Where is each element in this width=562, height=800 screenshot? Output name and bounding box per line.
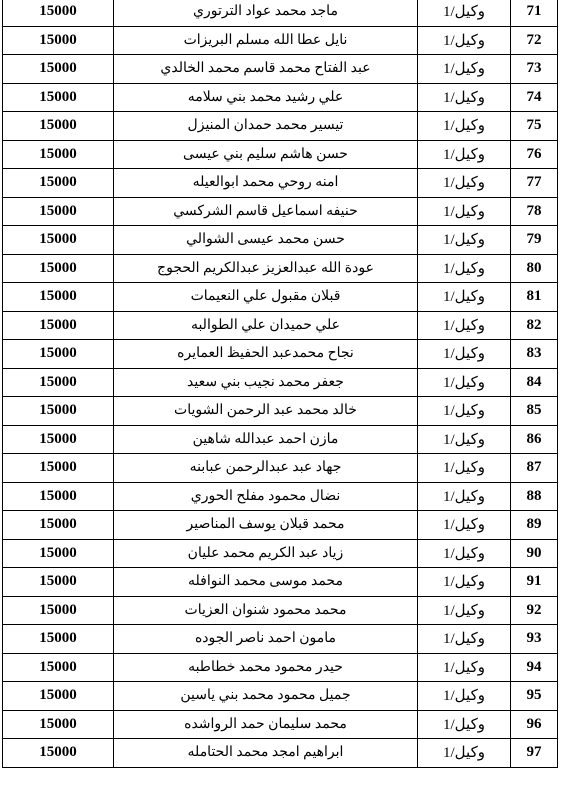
amount-cell: 15000 <box>3 710 114 739</box>
name-cell: محمد سليمان حمد الرواشده <box>114 710 418 739</box>
rank-cell: وكيل/1 <box>418 283 511 312</box>
table-row <box>3 83 558 112</box>
table-row <box>3 397 558 426</box>
rank-cell: وكيل/1 <box>418 653 511 682</box>
row-number: 88 <box>511 482 558 511</box>
table-row <box>3 197 558 226</box>
table-row <box>3 625 558 654</box>
row-number: 96 <box>511 710 558 739</box>
amount-cell: 15000 <box>3 539 114 568</box>
table-row <box>3 112 558 141</box>
name-cell: جهاد عبد عبدالرحمن عبابنه <box>114 454 418 483</box>
row-number: 94 <box>511 653 558 682</box>
row-number: 90 <box>511 539 558 568</box>
rank-cell: وكيل/1 <box>418 340 511 369</box>
row-number: 89 <box>511 511 558 540</box>
table-row <box>3 311 558 340</box>
name-cell: نايل عطا الله مسلم البريزات <box>114 26 418 55</box>
name-cell: مامون احمد ناصر الجوده <box>114 625 418 654</box>
roster-table <box>2 0 558 768</box>
rank-cell: وكيل/1 <box>418 197 511 226</box>
table-row <box>3 340 558 369</box>
amount-cell: 15000 <box>3 0 114 26</box>
rank-cell: وكيل/1 <box>418 311 511 340</box>
amount-cell: 15000 <box>3 112 114 141</box>
name-cell: محمد محمود شنوان العزيات <box>114 596 418 625</box>
name-cell: نجاح محمدعبد الحفيظ العمايره <box>114 340 418 369</box>
table-row <box>3 739 558 768</box>
row-number: 78 <box>511 197 558 226</box>
rank-cell: وكيل/1 <box>418 568 511 597</box>
amount-cell: 15000 <box>3 454 114 483</box>
table-row <box>3 511 558 540</box>
rank-cell: وكيل/1 <box>418 539 511 568</box>
rank-cell: وكيل/1 <box>418 26 511 55</box>
amount-cell: 15000 <box>3 197 114 226</box>
table-row <box>3 0 558 26</box>
amount-cell: 15000 <box>3 226 114 255</box>
rank-cell: وكيل/1 <box>418 710 511 739</box>
table-row <box>3 482 558 511</box>
amount-cell: 15000 <box>3 254 114 283</box>
table-row <box>3 55 558 84</box>
row-number: 77 <box>511 169 558 198</box>
table-row <box>3 26 558 55</box>
name-cell: تيسير محمد حمدان المنيزل <box>114 112 418 141</box>
rank-cell: وكيل/1 <box>418 140 511 169</box>
rank-cell: وكيل/1 <box>418 682 511 711</box>
rank-cell: وكيل/1 <box>418 397 511 426</box>
roster-table-body <box>3 0 558 767</box>
row-number: 95 <box>511 682 558 711</box>
table-row <box>3 169 558 198</box>
table-row <box>3 653 558 682</box>
amount-cell: 15000 <box>3 311 114 340</box>
row-number: 73 <box>511 55 558 84</box>
amount-cell: 15000 <box>3 397 114 426</box>
rank-cell: وكيل/1 <box>418 482 511 511</box>
name-cell: محمد قبلان يوسف المناصير <box>114 511 418 540</box>
name-cell: امنه روحي محمد ابوالعيله <box>114 169 418 198</box>
table-row <box>3 254 558 283</box>
amount-cell: 15000 <box>3 340 114 369</box>
name-cell: ماجد محمد عواد الترتوري <box>114 0 418 26</box>
name-cell: ابراهيم امجد محمد الحتامله <box>114 739 418 768</box>
row-number: 97 <box>511 739 558 768</box>
rank-cell: وكيل/1 <box>418 254 511 283</box>
rank-cell: وكيل/1 <box>418 625 511 654</box>
name-cell: زياد عبد الكريم محمد عليان <box>114 539 418 568</box>
row-number: 82 <box>511 311 558 340</box>
table-row <box>3 596 558 625</box>
rank-cell: وكيل/1 <box>418 511 511 540</box>
table-row <box>3 454 558 483</box>
rank-cell: وكيل/1 <box>418 596 511 625</box>
name-cell: علي حميدان علي الطوالبه <box>114 311 418 340</box>
name-cell: علي رشيد محمد بني سلامه <box>114 83 418 112</box>
rank-cell: وكيل/1 <box>418 83 511 112</box>
name-cell: حنيفه اسماعيل قاسم الشركسي <box>114 197 418 226</box>
table-row <box>3 425 558 454</box>
name-cell: مازن احمد عبدالله شاهين <box>114 425 418 454</box>
name-cell: حيدر محمود محمد خطاطبه <box>114 653 418 682</box>
row-number: 83 <box>511 340 558 369</box>
table-row <box>3 710 558 739</box>
amount-cell: 15000 <box>3 83 114 112</box>
amount-cell: 15000 <box>3 26 114 55</box>
amount-cell: 15000 <box>3 568 114 597</box>
amount-cell: 15000 <box>3 682 114 711</box>
amount-cell: 15000 <box>3 425 114 454</box>
rank-cell: وكيل/1 <box>418 112 511 141</box>
amount-cell: 15000 <box>3 653 114 682</box>
rank-cell: وكيل/1 <box>418 226 511 255</box>
amount-cell: 15000 <box>3 511 114 540</box>
table-row <box>3 539 558 568</box>
row-number: 79 <box>511 226 558 255</box>
row-number: 86 <box>511 425 558 454</box>
name-cell: حسن محمد عيسى الشوالي <box>114 226 418 255</box>
amount-cell: 15000 <box>3 625 114 654</box>
rank-cell: وكيل/1 <box>418 55 511 84</box>
amount-cell: 15000 <box>3 283 114 312</box>
amount-cell: 15000 <box>3 140 114 169</box>
row-number: 93 <box>511 625 558 654</box>
name-cell: عودة الله عبدالعزيز عبدالكريم الحجوج <box>114 254 418 283</box>
name-cell: عبد الفتاح محمد قاسم محمد الخالدي <box>114 55 418 84</box>
table-row <box>3 226 558 255</box>
rank-cell: وكيل/1 <box>418 425 511 454</box>
table-row <box>3 140 558 169</box>
row-number: 87 <box>511 454 558 483</box>
amount-cell: 15000 <box>3 55 114 84</box>
amount-cell: 15000 <box>3 482 114 511</box>
name-cell: جعفر محمد نجيب بني سعيد <box>114 368 418 397</box>
table-row <box>3 283 558 312</box>
rank-cell: وكيل/1 <box>418 739 511 768</box>
table-row <box>3 568 558 597</box>
amount-cell: 15000 <box>3 739 114 768</box>
row-number: 74 <box>511 83 558 112</box>
row-number: 75 <box>511 112 558 141</box>
rank-cell: وكيل/1 <box>418 368 511 397</box>
row-number: 91 <box>511 568 558 597</box>
table-row <box>3 368 558 397</box>
table-row <box>3 682 558 711</box>
rank-cell: وكيل/1 <box>418 0 511 26</box>
rank-cell: وكيل/1 <box>418 454 511 483</box>
amount-cell: 15000 <box>3 169 114 198</box>
row-number: 72 <box>511 26 558 55</box>
name-cell: محمد موسى محمد النوافله <box>114 568 418 597</box>
rank-cell: وكيل/1 <box>418 169 511 198</box>
name-cell: جميل محمود محمد بني ياسين <box>114 682 418 711</box>
row-number: 92 <box>511 596 558 625</box>
row-number: 84 <box>511 368 558 397</box>
amount-cell: 15000 <box>3 596 114 625</box>
name-cell: حسن هاشم سليم بني عيسى <box>114 140 418 169</box>
document-page <box>2 0 558 800</box>
row-number: 80 <box>511 254 558 283</box>
name-cell: قبلان مقبول علي النعيمات <box>114 283 418 312</box>
row-number: 71 <box>511 0 558 26</box>
row-number: 85 <box>511 397 558 426</box>
row-number: 81 <box>511 283 558 312</box>
amount-cell: 15000 <box>3 368 114 397</box>
name-cell: خالد محمد عبد الرحمن الشويات <box>114 397 418 426</box>
name-cell: نضال محمود مفلح الحوري <box>114 482 418 511</box>
row-number: 76 <box>511 140 558 169</box>
